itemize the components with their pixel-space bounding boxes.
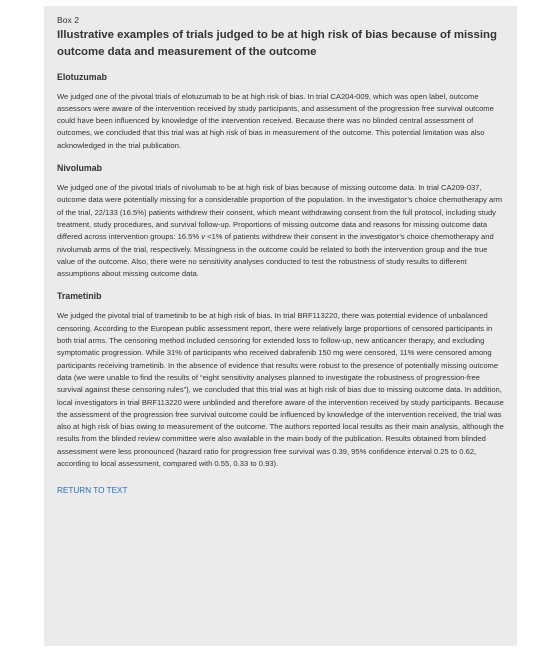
section-body-nivolumab: [57, 182, 505, 280]
box-title: Illustrative examples of trials judged to be at high risk of bias because of missing outcome data and measurement of the outcome: [57, 29, 497, 59]
section-body-elotuzumab: We judged one of the pivotal trials of elotuzumab to be at high risk of bias. In trial CA204-009, which was open label, outcome assessors were aware of the intervention received by study participants, and assessment of the progression free survival outcome could have been influenced by knowledge of the intervention received. Because there was no blinded central assessment of outcomes, we concluded that this trial was at high risk of bias in measurement of the outcome. This potential limitation was also acknowledged in the trial publication.: [57, 91, 494, 150]
nivolumab-text-part-2: <1% of patients withdrew their consent in the investigator’s choice chemotherapy and nivolumab arms of the trial, respectively. Missingness in the outcome could be related to both the intervention group and the true value of the outcome. Also, there were no sensitivity analyses conducted to test the robustness of study results to different assumptions about missing outcome data.: [57, 232, 494, 279]
box-2-panel: [44, 6, 517, 646]
box-label: Box 2: [57, 15, 79, 25]
nivolumab-text-part-1: We judged one of the pivotal trials of nivolumab to be at high risk of bias because of missing outcome data. In trial CA209-037, outcome data were potentially missing for a considerable proportion of the population. In the investigator’s choice chemotherapy arm of the trial, 22/133 (16.5%) patients withdrew their consent, which meant withdrawing consent from the full protocol, including study treatment, study procedures, and survival follow-up. Proportions of missing outcome data and reasons for missing outcome data differed across intervention groups: 16.5%: [57, 183, 503, 242]
nivolumab-versus-abbrev: v: [201, 232, 206, 242]
section-heading-nivolumab: Nivolumab: [57, 163, 102, 174]
return-to-text-link[interactable]: RETURN TO TEXT: [57, 486, 128, 496]
section-heading-elotuzumab: Elotuzumab: [57, 71, 107, 82]
section-heading-trametinib: Trametinib: [57, 291, 102, 302]
section-body-trametinib: We judged the pivotal trial of trametinib to be at high risk of bias. In trial BRF113220, there was potential evidence of unbalanced censoring. According to the European public assessment report, there were relatively large proportions of censored participants in both trial arms. The censoring method included censoring for extended loss to follow-up, new anticancer therapy, and excluding symptomatic progression. While 31% of participants who received dabrafenib 150 mg were censored, 11% were censored among participants receiving trametinib. In the absence of evidence that results were robust to the presence of potentially missing outcome data (we were unable to find the results of “eight sensitivity analyses planned to investigate the robustness of progression-free survival against these censoring rules”), we concluded that this trial was at high risk of bias due to missing outcome data. In addition, local investigators in trial BRF113220 were unblinded and therefore aware of the intervention received by study participants. Because the assessment of the progression free survival outcome could be influenced by knowledge of the intervention received, the trial was also at high risk of bias owing to measurement of the outcome. The authors reported local results as their main analysis, although the results from the blinded review committee were also available in the main body of the publication. Results obtained from blinded assessment were less pronounced (hazard ratio for progression free survival was 0.39, 95% confidence interval 0.25 to 0.62, according to local assessment, compared with 0.55, 0.33 to 0.93).: [57, 311, 504, 469]
